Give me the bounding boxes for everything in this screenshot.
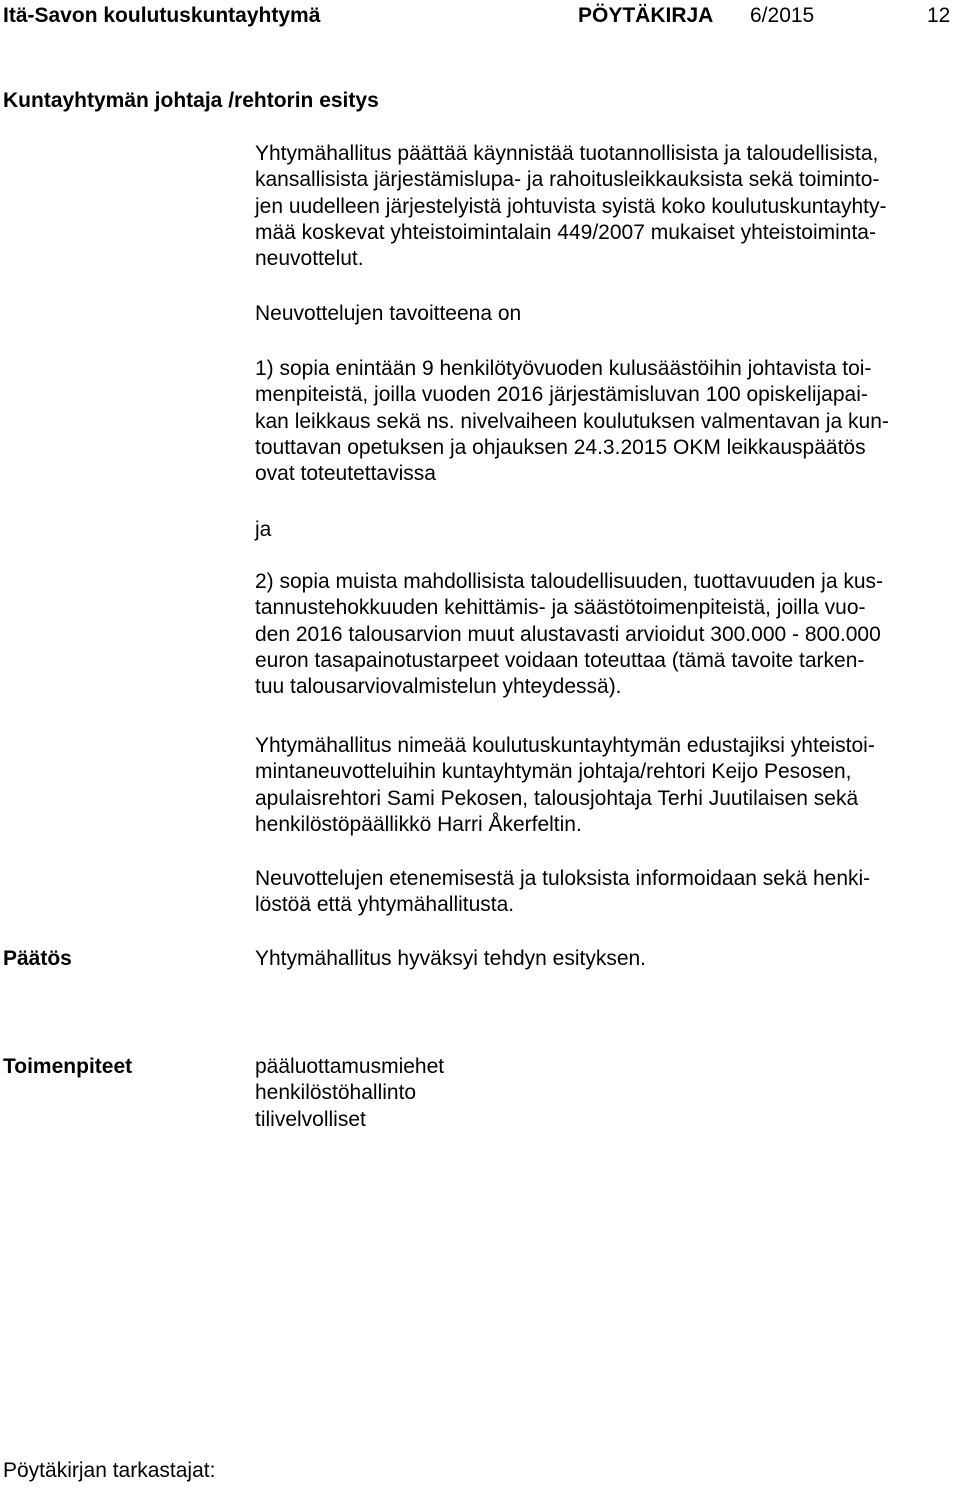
paragraph-line: Yhtymähallitus päättää käynnistää tuotannollisista ja taloudellisista, <box>255 142 879 165</box>
organization-name: Itä-Savon koulutuskuntayhtymä <box>3 4 321 27</box>
item-line: tannustehokkuuden kehittämis- ja säästötoimenpiteistä, joilla vuo- <box>255 596 866 620</box>
goal-intro-text: Neuvottelujen tavoitteena on <box>255 302 522 325</box>
actions-label: Toimenpiteet <box>3 1055 133 1078</box>
paragraph-line: neuvottelut. <box>255 247 364 271</box>
recipient-item: henkilöstöhallinto <box>255 1081 417 1105</box>
information-paragraph <box>255 866 955 919</box>
recipient-item: pääluottamusmiehet <box>255 1055 445 1078</box>
paragraph-line: Yhtymähallitus nimeää koulutuskuntayhtymän edustajiksi yhteistoi- <box>255 734 875 757</box>
document-type: PÖYTÄKIRJA <box>578 4 714 27</box>
proposal-paragraph <box>255 141 955 272</box>
goal-item-1 <box>255 356 955 487</box>
proposal-title: Kuntayhtymän johtaja /rehtorin esitys <box>3 89 379 112</box>
paragraph-line: löstöä että yhtymähallitusta. <box>255 893 515 917</box>
paragraph-line: mintaneuvotteluihin kuntayhtymän johtaja/rehtori Keijo Pesosen, <box>255 760 852 784</box>
meeting-number: 6/2015 <box>750 4 815 27</box>
item-line: kan leikkaus sekä ns. nivelvaiheen koulutuksen valmentavan ja kun- <box>255 409 889 433</box>
conjunction <box>255 517 955 543</box>
item-line: menpiteistä, joilla vuoden 2016 järjestämisluvan 100 opiskelijapai- <box>255 383 868 407</box>
representatives-paragraph <box>255 733 955 838</box>
reviewers-label: Pöytäkirjan tarkastajat: <box>3 1459 216 1482</box>
decision-label: Päätös <box>3 947 72 970</box>
item-line: ovat toteutettavissa <box>255 462 436 486</box>
item-line: euron tasapainotustarpeet voidaan toteuttaa (tämä tavoite tarken- <box>255 648 865 672</box>
document-header <box>0 0 960 30</box>
paragraph-line: henkilöstöpäällikkö Harri Åkerfeltin. <box>255 812 582 836</box>
item-line: den 2016 talousarvion muut alustavasti arvioidut 300.000 - 800.000 <box>255 622 881 646</box>
goal-intro <box>255 301 955 327</box>
conjunction-text: ja <box>255 518 272 541</box>
paragraph-line: kansallisista järjestämislupa- ja rahoitusleikkauksista sekä toiminto- <box>255 168 880 192</box>
paragraph-line: Neuvottelujen etenemisestä ja tuloksista informoidaan sekä henki- <box>255 867 871 890</box>
item-line: tuu talousarviovalmistelun yhteydessä). <box>255 675 622 699</box>
decision-line: Yhtymähallitus hyväksyi tehdyn esityksen. <box>255 947 647 970</box>
paragraph-line: mää koskevat yhteistoimintalain 449/2007 mukaiset yhteistoiminta- <box>255 220 876 244</box>
item-line: touttavan opetuksen ja ohjauksen 24.3.2015 OKM leikkauspäätös <box>255 435 866 459</box>
goal-item-2 <box>255 569 955 700</box>
paragraph-line: jen uudelleen järjestelyistä johtuvista syistä koko koulutuskuntayhty- <box>255 194 887 218</box>
item-line: 1) sopia enintään 9 henkilötyövuoden kulusäästöihin johtavista toi- <box>255 357 872 380</box>
actions-recipients <box>255 1054 955 1133</box>
page-number: 12 <box>927 4 951 27</box>
paragraph-line: apulaisrehtori Sami Pekosen, talousjohtaja Terhi Juutilaisen sekä <box>255 786 859 810</box>
item-line: 2) sopia muista mahdollisista taloudellisuuden, tuottavuuden ja kus- <box>255 570 884 593</box>
decision-text <box>255 946 955 972</box>
recipient-item: tilivelvolliset <box>255 1107 366 1131</box>
